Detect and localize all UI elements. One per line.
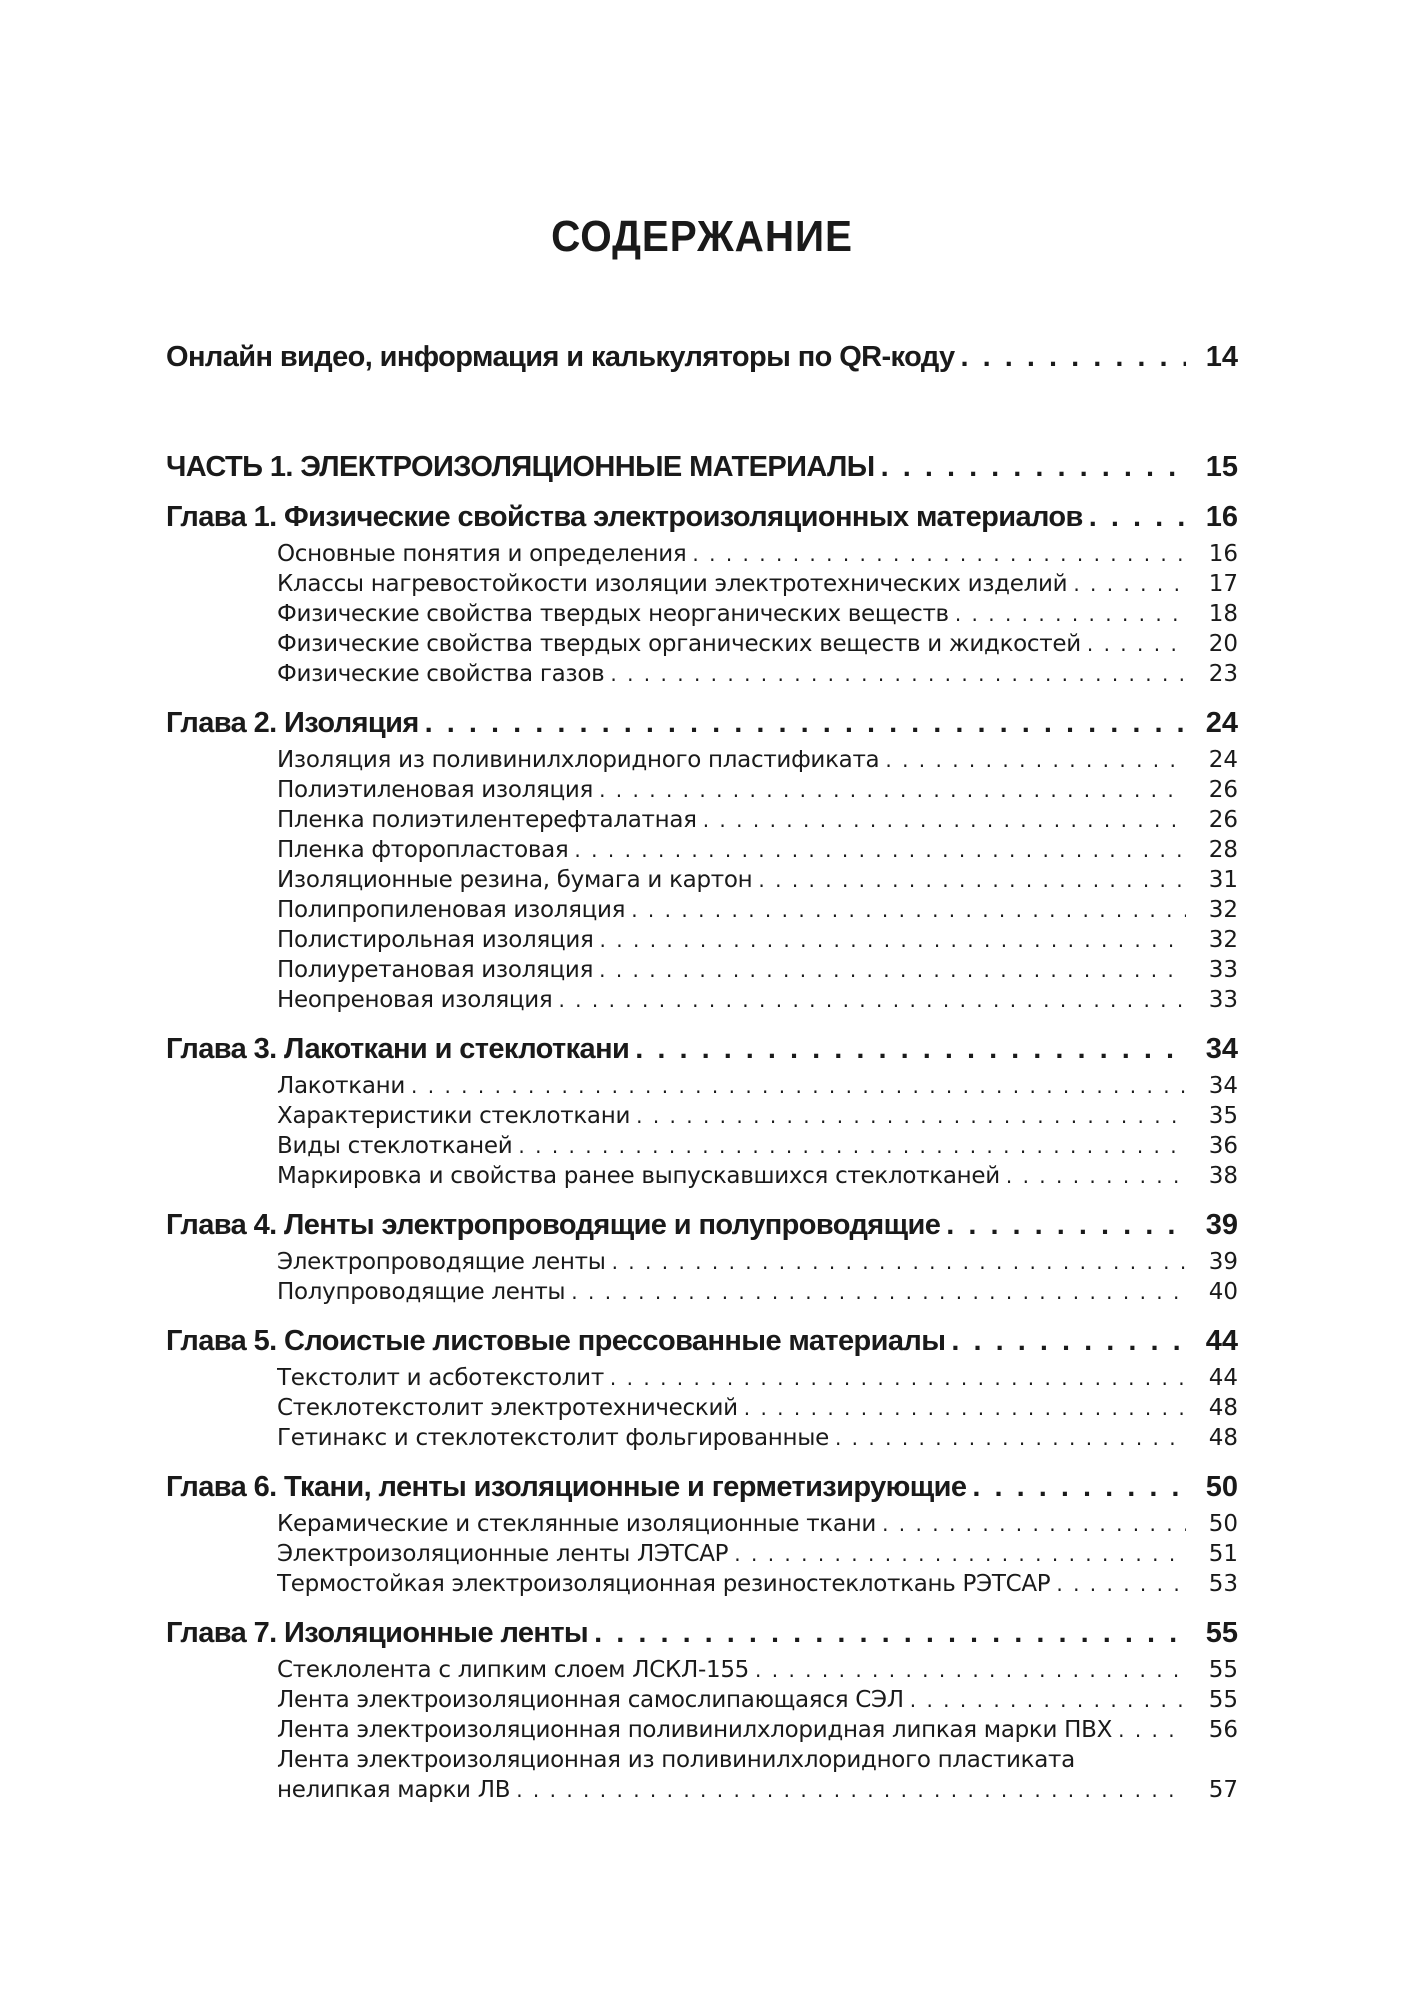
toc-section[interactable] <box>277 659 1238 689</box>
toc-page-number: 26 <box>1208 777 1238 803</box>
toc-section[interactable] <box>277 599 1238 629</box>
dot-leader <box>955 599 1186 629</box>
toc-entry-label: нелипкая марки ЛВ <box>277 1777 511 1803</box>
toc-page-number: 16 <box>1205 501 1238 533</box>
dot-leader <box>594 1611 1186 1655</box>
toc-section[interactable] <box>277 1509 1238 1539</box>
toc-section[interactable] <box>277 1247 1238 1277</box>
toc-page-number: 20 <box>1208 631 1238 657</box>
toc-chapter[interactable] <box>166 1465 1238 1509</box>
toc-section[interactable] <box>277 1539 1238 1569</box>
toc-page-number: 38 <box>1208 1163 1238 1189</box>
toc-entry-label: Классы нагревостойкости изоляции электротехнических изделий <box>277 571 1068 597</box>
toc-entry-label: Полипропиленовая изоляция <box>277 897 626 923</box>
toc-entry-label: Электропроводящие ленты <box>277 1249 606 1275</box>
toc-section[interactable] <box>277 835 1238 865</box>
toc-entry-label: Глава 1. Физические свойства электроизоляционных материалов <box>166 501 1083 533</box>
dot-leader <box>425 701 1186 745</box>
toc-page-number: 44 <box>1208 1365 1238 1391</box>
toc-entry-label: Полиэтиленовая изоляция <box>277 777 594 803</box>
toc-entry-label: Изоляция из поливинилхлоридного пластификата <box>277 747 880 773</box>
dot-leader <box>610 659 1186 689</box>
toc-entry-label: Полиуретановая изоляция <box>277 957 594 983</box>
dot-leader <box>885 745 1186 775</box>
toc-page-number: 31 <box>1208 867 1238 893</box>
toc-entry-label: Глава 6. Ткани, ленты изоляционные и герметизирующие <box>166 1471 967 1503</box>
toc-section[interactable] <box>277 775 1238 805</box>
toc-page-number: 33 <box>1208 957 1238 983</box>
toc-section[interactable] <box>277 1071 1238 1101</box>
dot-leader <box>571 1277 1186 1307</box>
toc-section-multiline[interactable] <box>277 1745 1238 1805</box>
toc-page-number: 15 <box>1205 451 1238 483</box>
dot-leader <box>1073 569 1186 599</box>
toc-page-number: 23 <box>1208 661 1238 687</box>
toc-page-number: 55 <box>1205 1617 1238 1649</box>
toc-chapter[interactable] <box>166 701 1238 745</box>
toc-entry-label: Глава 4. Ленты электропроводящие и полупроводящие <box>166 1209 941 1241</box>
toc-entry-part[interactable] <box>166 445 1238 489</box>
toc-page-number: 57 <box>1208 1777 1238 1803</box>
toc-section[interactable] <box>277 1655 1238 1685</box>
toc-page-number: 18 <box>1208 601 1238 627</box>
toc-section[interactable] <box>277 1569 1238 1599</box>
toc-section[interactable] <box>277 925 1238 955</box>
toc-section[interactable] <box>277 1423 1238 1453</box>
toc-chapter[interactable] <box>166 1611 1238 1655</box>
toc-entry-label: Лента электроизоляционная из поливинилхлоридного пластиката <box>277 1747 1075 1773</box>
dot-leader <box>636 1101 1186 1131</box>
dot-leader <box>882 1509 1186 1539</box>
toc-chapter[interactable] <box>166 1027 1238 1071</box>
toc-page-number: 34 <box>1208 1073 1238 1099</box>
toc-entry-label: Пленка полиэтилентерефталатная <box>277 807 697 833</box>
toc-section[interactable] <box>277 805 1238 835</box>
toc-page-number: 51 <box>1208 1541 1238 1567</box>
dot-leader <box>835 1423 1186 1453</box>
toc-entry-label: Виды стеклотканей <box>277 1133 513 1159</box>
toc-entry-label: Онлайн видео, информация и калькуляторы по QR-коду <box>166 341 955 373</box>
toc-page-number: 34 <box>1205 1033 1238 1065</box>
toc-section[interactable] <box>277 745 1238 775</box>
dot-leader <box>612 1247 1186 1277</box>
toc-entry-label: Маркировка и свойства ранее выпускавшихся стеклотканей <box>277 1163 1000 1189</box>
dot-leader <box>951 1319 1186 1363</box>
dot-leader <box>692 539 1186 569</box>
toc-entry-label: Глава 7. Изоляционные ленты <box>166 1617 589 1649</box>
toc-section-continuation[interactable] <box>277 1775 1238 1805</box>
toc-entry-label: Термостойкая электроизоляционная резиностеклоткань РЭТСАР <box>277 1571 1051 1597</box>
toc-section[interactable] <box>277 1131 1238 1161</box>
toc-entry-label: Лента электроизоляционная самослипающаяся СЭЛ <box>277 1687 904 1713</box>
dot-leader <box>599 955 1186 985</box>
dot-leader <box>599 775 1186 805</box>
dot-leader <box>1056 1569 1186 1599</box>
toc-section[interactable] <box>277 569 1238 599</box>
toc-section[interactable] <box>277 629 1238 659</box>
toc-entry-label: Пленка фторопластовая <box>277 837 569 863</box>
toc-chapter[interactable] <box>166 1319 1238 1363</box>
toc-entry-label: Стеклолента с липким слоем ЛСКЛ-155 <box>277 1657 750 1683</box>
toc-entry-label: Керамические и стеклянные изоляционные ткани <box>277 1511 877 1537</box>
toc-page-number: 32 <box>1208 897 1238 923</box>
dot-leader <box>1087 629 1186 659</box>
toc-section[interactable] <box>277 539 1238 569</box>
toc-section[interactable] <box>277 1101 1238 1131</box>
toc-page-number: 50 <box>1208 1511 1238 1537</box>
toc-page-number: 44 <box>1205 1325 1238 1357</box>
toc-section[interactable] <box>277 955 1238 985</box>
dot-leader <box>946 1203 1186 1247</box>
dot-leader <box>758 865 1186 895</box>
toc-section[interactable] <box>277 895 1238 925</box>
toc-section[interactable] <box>277 1161 1238 1191</box>
toc-page-number: 55 <box>1208 1687 1238 1713</box>
toc-chapter[interactable] <box>166 1203 1238 1247</box>
dot-leader <box>734 1539 1186 1569</box>
toc-entry-label: Физические свойства твердых органических веществ и жидкостей <box>277 631 1081 657</box>
toc-page-number: 50 <box>1205 1471 1238 1503</box>
dot-leader <box>972 1465 1186 1509</box>
toc-page-number: 16 <box>1208 541 1238 567</box>
toc-entry-label: Лакоткани <box>277 1073 406 1099</box>
dot-leader <box>755 1655 1186 1685</box>
toc-entry-label: Физические свойства твердых неорганических веществ <box>277 601 949 627</box>
toc-entry-label: Лента электроизоляционная поливинилхлоридная липкая марки ПВХ <box>277 1717 1113 1743</box>
toc-page-number: 53 <box>1208 1571 1238 1597</box>
toc-page-number: 56 <box>1208 1717 1238 1743</box>
dot-leader <box>631 895 1186 925</box>
toc-page-number: 24 <box>1205 707 1238 739</box>
toc-page-number: 14 <box>1205 341 1238 373</box>
toc-entry-label: Полупроводящие ленты <box>277 1279 566 1305</box>
dot-leader <box>1118 1715 1186 1745</box>
dot-leader <box>1089 495 1186 539</box>
toc-entry-label: Изоляционные резина, бумага и картон <box>277 867 753 893</box>
toc-page-number: 17 <box>1208 571 1238 597</box>
toc-entry-label: Глава 5. Слоистые листовые прессованные материалы <box>166 1325 946 1357</box>
toc-entry-label: Глава 3. Лакоткани и стеклоткани <box>166 1033 630 1065</box>
toc-entry-label: Гетинакс и стеклотекстолит фольгированные <box>277 1425 829 1451</box>
dot-leader <box>961 335 1186 379</box>
toc-entry-label: Неопреновая изоляция <box>277 987 553 1013</box>
toc-page-number: 55 <box>1208 1657 1238 1683</box>
toc-entry-label: Физические свойства газов <box>277 661 605 687</box>
dot-leader <box>910 1685 1186 1715</box>
toc-section[interactable] <box>277 1277 1238 1307</box>
toc-section[interactable] <box>277 985 1238 1015</box>
toc-page-number: 40 <box>1208 1279 1238 1305</box>
dot-leader <box>1006 1161 1186 1191</box>
toc-section[interactable] <box>277 1393 1238 1423</box>
toc-page-number: 48 <box>1208 1395 1238 1421</box>
toc-entry-label: Основные понятия и определения <box>277 541 687 567</box>
toc-section[interactable] <box>277 865 1238 895</box>
dot-leader <box>610 1363 1186 1393</box>
toc-entry-label: ЧАСТЬ 1. ЭЛЕКТРОИЗОЛЯЦИОННЫЕ МАТЕРИАЛЫ <box>166 451 875 483</box>
toc-page-number: 35 <box>1208 1103 1238 1129</box>
toc-entry-label: Текстолит и асботекстолит <box>277 1365 604 1391</box>
dot-leader <box>411 1071 1186 1101</box>
dot-leader <box>558 985 1186 1015</box>
toc-section[interactable] <box>277 1685 1238 1715</box>
dot-leader <box>600 925 1186 955</box>
dot-leader <box>518 1131 1186 1161</box>
toc-chapter[interactable] <box>166 495 1238 539</box>
toc-page-number: 48 <box>1208 1425 1238 1451</box>
dot-leader <box>635 1027 1186 1071</box>
toc-entry-label: Электроизоляционные ленты ЛЭТСАР <box>277 1541 729 1567</box>
toc-page-number: 33 <box>1208 987 1238 1013</box>
toc-page-number: 32 <box>1208 927 1238 953</box>
toc-section[interactable] <box>277 1363 1238 1393</box>
toc-page-number: 26 <box>1208 807 1238 833</box>
toc-section[interactable] <box>277 1715 1238 1745</box>
toc-page-number: 36 <box>1208 1133 1238 1159</box>
dot-leader <box>574 835 1186 865</box>
toc-page-number: 28 <box>1208 837 1238 863</box>
toc-page-number: 39 <box>1208 1249 1238 1275</box>
toc-entry-label: Характеристики стеклоткани <box>277 1103 631 1129</box>
dot-leader <box>744 1393 1186 1423</box>
dot-leader <box>881 445 1186 489</box>
toc-page-number: 24 <box>1208 747 1238 773</box>
toc-entry-label: Глава 2. Изоляция <box>166 707 419 739</box>
dot-leader <box>516 1775 1186 1805</box>
page-title: СОДЕРЖАНИЕ <box>551 212 853 261</box>
chapter-list <box>166 489 1238 1805</box>
toc-page-number: 39 <box>1205 1209 1238 1241</box>
table-of-contents <box>166 335 1238 1805</box>
dot-leader <box>703 805 1186 835</box>
toc-entry-label: Полистирольная изоляция <box>277 927 594 953</box>
toc-entry-intro[interactable] <box>166 335 1238 379</box>
toc-entry-label: Стеклотекстолит электротехнический <box>277 1395 738 1421</box>
